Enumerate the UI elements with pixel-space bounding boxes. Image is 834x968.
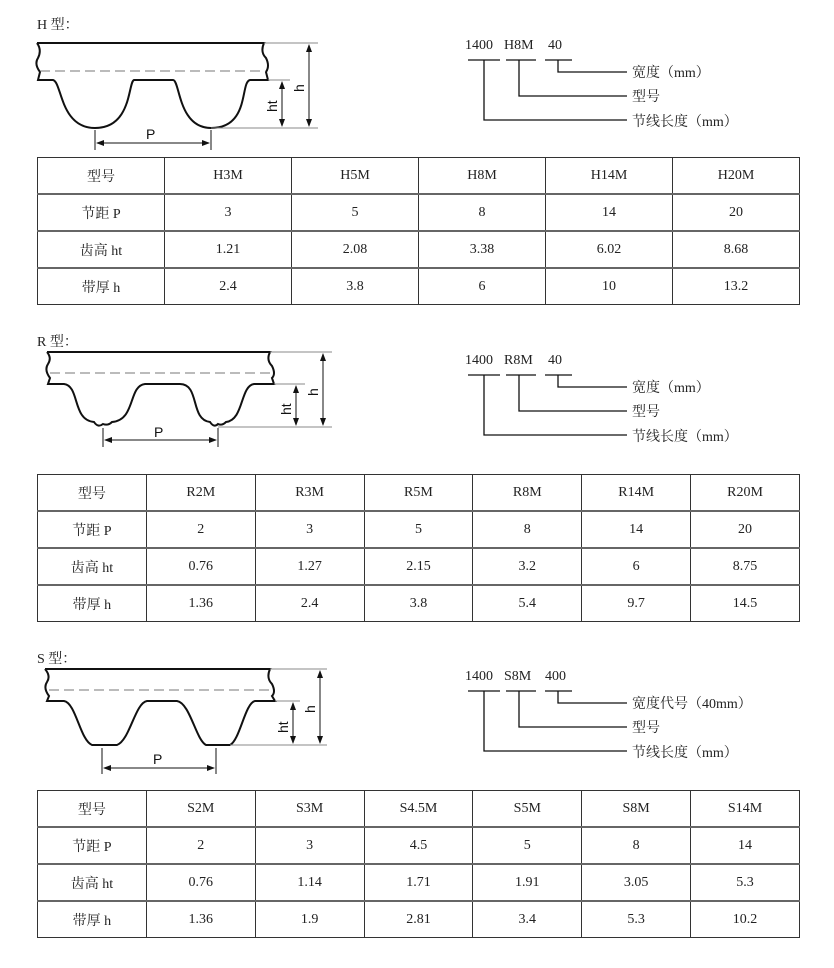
table-cell: 5 (473, 827, 582, 864)
belt-thickness-label: h (291, 84, 307, 92)
table-cell: 14.5 (691, 585, 800, 622)
row-label: 节距 P (38, 827, 147, 864)
section-title-s: S 型： (37, 652, 77, 667)
table-cell: 3 (165, 194, 292, 231)
row-label: 节距 P (38, 194, 165, 231)
h-belt-profile (36, 43, 268, 128)
row-label: 型号 (38, 791, 147, 828)
code-length: 1400 (465, 38, 493, 53)
table-cell: 0.76 (146, 548, 255, 585)
type-label: 型号 (632, 90, 660, 105)
table-cell: S3M (255, 791, 364, 828)
spec-table-s (37, 790, 800, 938)
table-cell: R5M (364, 475, 473, 512)
table-row (38, 511, 800, 548)
r-dimensions (103, 352, 332, 447)
table-row (38, 194, 800, 231)
table-cell: 8 (473, 511, 582, 548)
table-row (38, 585, 800, 622)
table-cell: H8M (419, 158, 546, 195)
row-label: 齿高 ht (38, 231, 165, 268)
table-cell: 1.21 (165, 231, 292, 268)
table-cell: 1.36 (146, 901, 255, 938)
table-cell: 2.15 (364, 548, 473, 585)
table-cell: 5 (292, 194, 419, 231)
table-cell: 8 (582, 827, 691, 864)
table-cell: 1.36 (146, 585, 255, 622)
table-cell: 3 (255, 827, 364, 864)
width-label: 宽度（mm） (632, 66, 710, 81)
type-label: 型号 (632, 405, 660, 420)
table-cell: 14 (582, 511, 691, 548)
table-cell: 1.9 (255, 901, 364, 938)
code-width: 40 (548, 353, 562, 368)
table-row (38, 901, 800, 938)
table-cell: H14M (546, 158, 673, 195)
table-cell: S4.5M (364, 791, 473, 828)
row-label: 型号 (38, 475, 147, 512)
code-type: H8M (504, 38, 534, 53)
code-width: 40 (548, 38, 562, 53)
table-cell: 6 (419, 268, 546, 305)
length-label: 节线长度（mm） (632, 115, 738, 130)
type-label: 型号 (632, 721, 660, 736)
row-label: 带厚 h (38, 585, 147, 622)
table-cell: S2M (146, 791, 255, 828)
spec-table-h (37, 157, 800, 305)
table-cell: 8.75 (691, 548, 800, 585)
s-dimensions (102, 669, 327, 774)
length-label: 节线长度（mm） (632, 430, 738, 445)
r-belt-profile (46, 352, 274, 426)
row-label: 带厚 h (38, 268, 165, 305)
table-cell: 5.3 (691, 864, 800, 901)
table-cell: 1.14 (255, 864, 364, 901)
table-cell: 1.27 (255, 548, 364, 585)
table-row (38, 827, 800, 864)
table-cell: 20 (691, 511, 800, 548)
table-cell: 6.02 (546, 231, 673, 268)
table-cell: H20M (673, 158, 800, 195)
table-cell: R3M (255, 475, 364, 512)
table-row (38, 231, 800, 268)
table-cell: 14 (546, 194, 673, 231)
row-label: 型号 (38, 158, 165, 195)
table-cell: R20M (691, 475, 800, 512)
table-cell: 4.5 (364, 827, 473, 864)
table-cell: 6 (582, 548, 691, 585)
code-type: R8M (504, 353, 533, 368)
tooth-height-label: ht (264, 100, 280, 112)
table-cell: 3.8 (364, 585, 473, 622)
table-cell: 2.08 (292, 231, 419, 268)
table-cell: 2.4 (165, 268, 292, 305)
row-label: 齿高 ht (38, 864, 147, 901)
table-cell: 14 (691, 827, 800, 864)
table-cell: 10 (546, 268, 673, 305)
table-cell: 2 (146, 511, 255, 548)
code-length: 1400 (465, 669, 493, 684)
table-cell: 3.4 (473, 901, 582, 938)
table-cell: 5 (364, 511, 473, 548)
table-header-row (38, 791, 800, 828)
table-header-row (38, 158, 800, 195)
table-cell: 2.4 (255, 585, 364, 622)
table-cell: 5.4 (473, 585, 582, 622)
table-cell: 1.71 (364, 864, 473, 901)
table-cell: 3 (255, 511, 364, 548)
pitch-label: P (153, 751, 163, 767)
code-width: 400 (545, 669, 566, 684)
table-cell: 3.05 (582, 864, 691, 901)
width-label: 宽度代号（40mm） (632, 697, 752, 712)
table-cell: H5M (292, 158, 419, 195)
tooth-height-label: ht (278, 403, 294, 415)
section-title-h: H 型： (37, 18, 79, 33)
table-cell: 13.2 (673, 268, 800, 305)
section-title-r: R 型： (37, 335, 78, 350)
table-cell: R8M (473, 475, 582, 512)
table-row (38, 864, 800, 901)
belt-thickness-label: h (305, 388, 321, 396)
code-length: 1400 (465, 353, 493, 368)
row-label: 节距 P (38, 511, 147, 548)
pitch-label: P (146, 126, 156, 142)
table-cell: S5M (473, 791, 582, 828)
spec-table-r (37, 474, 800, 622)
table-cell: 20 (673, 194, 800, 231)
s-belt-profile (45, 669, 275, 745)
table-cell: R2M (146, 475, 255, 512)
table-cell: 8.68 (673, 231, 800, 268)
table-cell: S14M (691, 791, 800, 828)
length-label: 节线长度（mm） (632, 746, 738, 761)
table-cell: 2 (146, 827, 255, 864)
table-header-row (38, 475, 800, 512)
pitch-label: P (154, 424, 164, 440)
table-cell: 2.81 (364, 901, 473, 938)
table-cell: 9.7 (582, 585, 691, 622)
table-row (38, 548, 800, 585)
table-cell: S8M (582, 791, 691, 828)
table-cell: 3.2 (473, 548, 582, 585)
table-cell: 5.3 (582, 901, 691, 938)
table-cell: R14M (582, 475, 691, 512)
table-cell: H3M (165, 158, 292, 195)
table-row (38, 268, 800, 305)
table-cell: 0.76 (146, 864, 255, 901)
row-label: 带厚 h (38, 901, 147, 938)
row-label: 齿高 ht (38, 548, 147, 585)
code-type: S8M (504, 669, 532, 684)
table-cell: 8 (419, 194, 546, 231)
table-cell: 3.8 (292, 268, 419, 305)
tooth-height-label: ht (275, 721, 291, 733)
table-cell: 1.91 (473, 864, 582, 901)
table-cell: 3.38 (419, 231, 546, 268)
belt-thickness-label: h (302, 705, 318, 713)
table-cell: 10.2 (691, 901, 800, 938)
width-label: 宽度（mm） (632, 381, 710, 396)
